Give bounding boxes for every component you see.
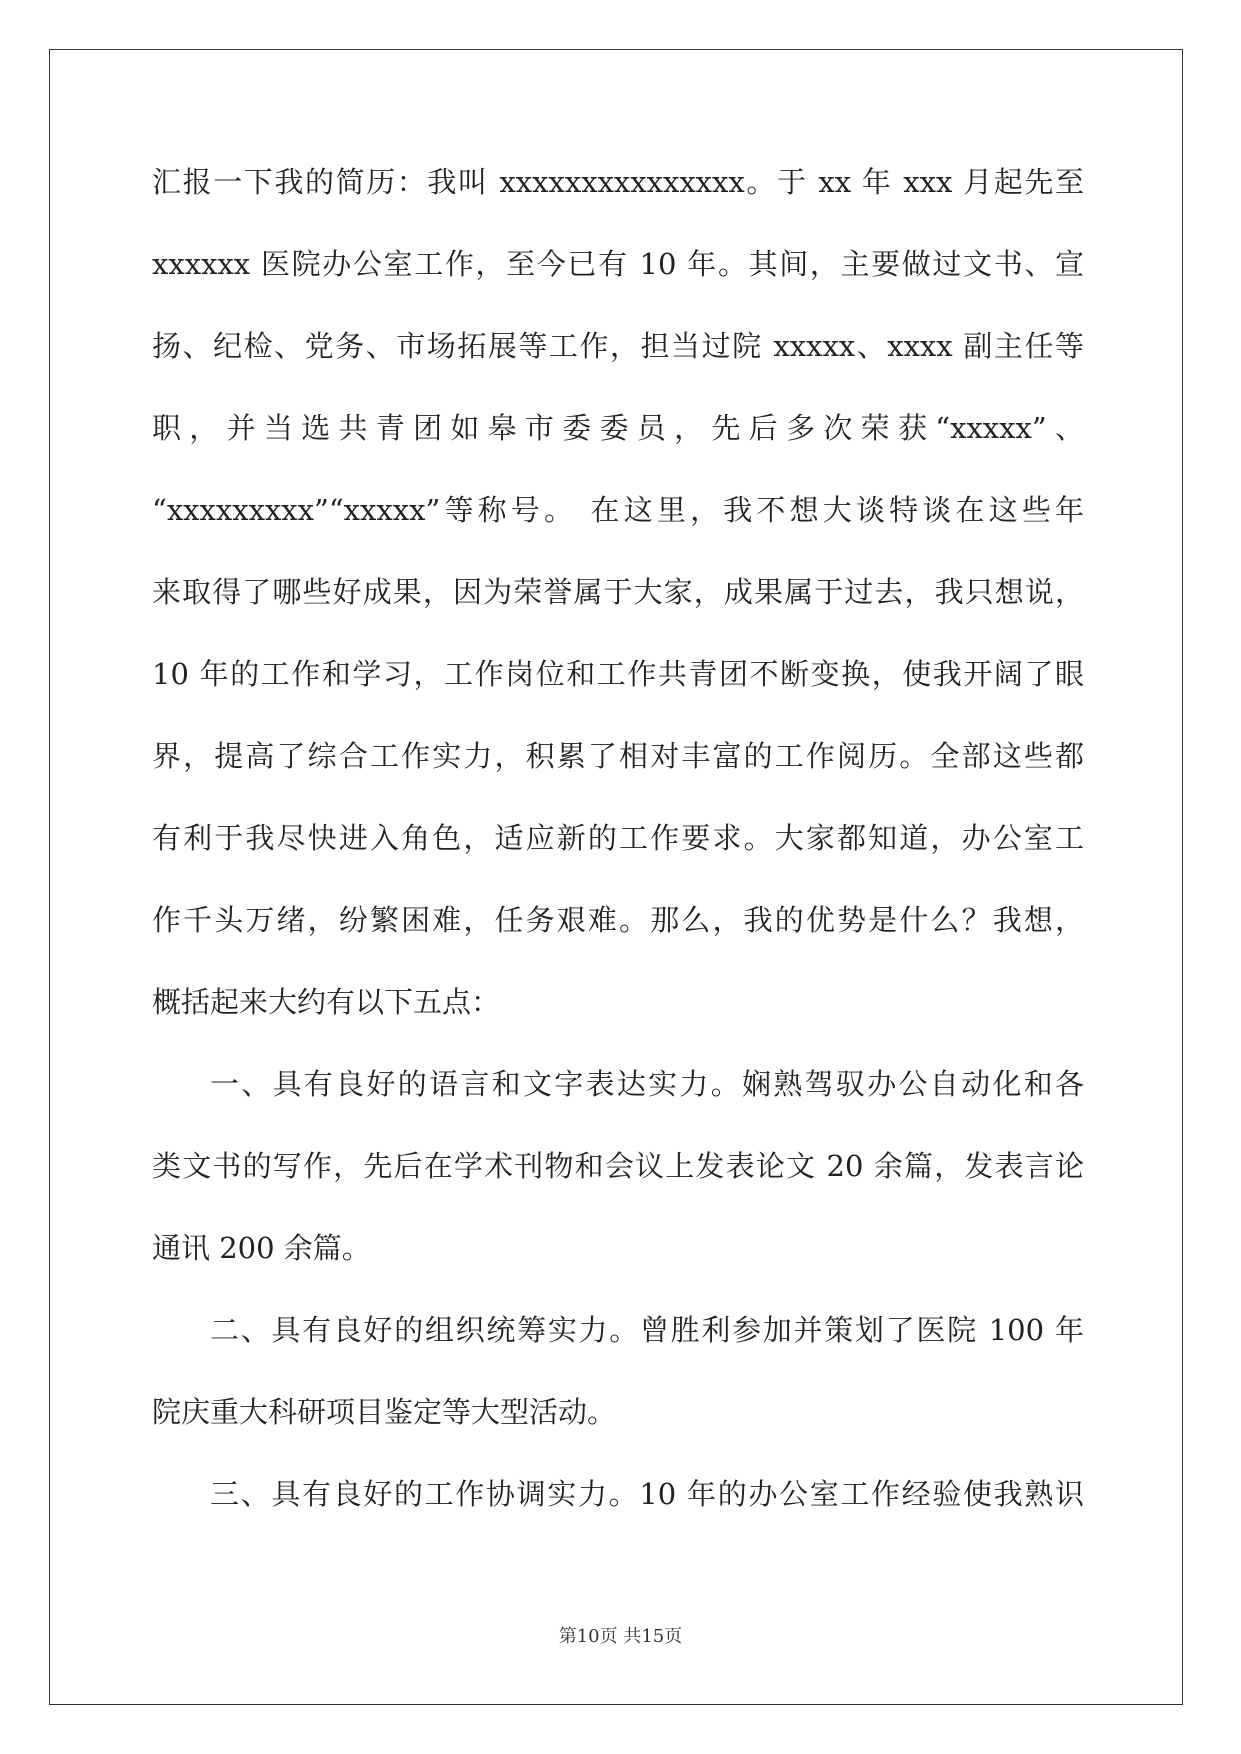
paragraph-first-line: 三、具有良好的工作协调实力。10 年的办公室工作经验使我熟识 [210,1477,1084,1511]
text-line: 来取得了哪些好成果，因为荣誉属于大家，成果属于过去，我只想说， [152,575,1084,609]
text-line: “xxxxxxxxx”“xxxxx”等称号。 在这里，我不想大谈特谈在这些年 [152,493,1084,527]
page-number-footer: 第10页 共15页 [558,1626,683,1647]
text-line: 概括起来大约有以下五点： [152,985,501,1019]
paragraph-first-line: 一、具有良好的语言和文字表达实力。娴熟驾驭办公自动化和各 [210,1067,1084,1101]
text-line: 院庆重大科研项目鉴定等大型活动。 [152,1395,617,1429]
text-line: 有利于我尽快进入角色，适应新的工作要求。大家都知道，办公室工 [152,821,1084,855]
text-line: 扬、纪检、党务、市场拓展等工作，担当过院 xxxxx、xxxx 副主任等 [152,329,1084,363]
text-line: 10 年的工作和学习，工作岗位和工作共青团不断变换，使我开阔了眼 [152,657,1084,691]
text-line: 作千头万绪，纷繁困难，任务艰难。那么，我的优势是什么？我想， [152,903,1084,937]
text-line: 类文书的写作，先后在学术刊物和会议上发表论文 20 余篇，发表言论 [152,1149,1084,1183]
text-line: 通讯 200 余篇。 [152,1231,371,1265]
text-line: 职，并当选共青团如皋市委委员，先后多次荣获“xxxxx”、 [152,411,1084,445]
document-body [152,162,1084,1556]
text-line: 界，提高了综合工作实力，积累了相对丰富的工作阅历。全部这些都 [152,739,1084,773]
paragraph-first-line: 二、具有良好的组织统筹实力。曾胜利参加并策划了医院 100 年 [210,1313,1084,1347]
text-line: 汇报一下我的简历：我叫 xxxxxxxxxxxxxxx。于 xx 年 xxx 月起先至 [152,165,1084,199]
text-line: xxxxxx 医院办公室工作，至今已有 10 年。其间，主要做过文书、宣 [152,247,1084,281]
